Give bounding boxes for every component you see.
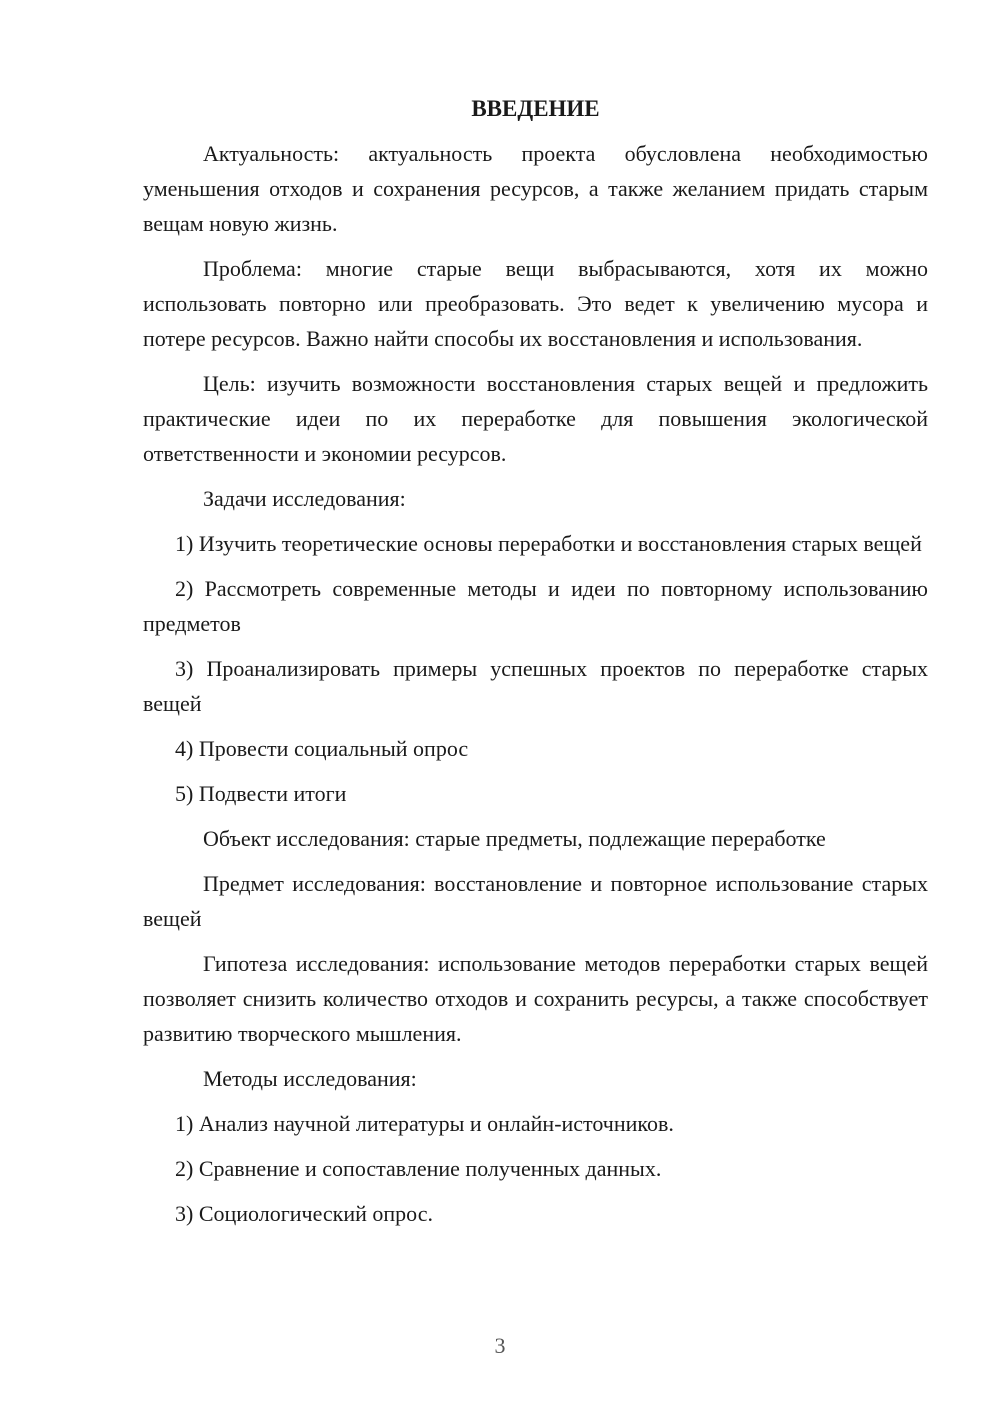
task-item-4: 4) Провести социальный опрос bbox=[175, 736, 469, 761]
page-number: 3 bbox=[494, 1333, 506, 1358]
methods-heading: Методы исследования: bbox=[203, 1066, 417, 1091]
hypothesis-paragraph: Гипотеза исследования: использование методов переработки старых вещей позволяет снизить количество отходов и сохранить ресурсы, а также способствует развитию творческого мышления. bbox=[143, 951, 928, 1046]
task-item-5: 5) Подвести итоги bbox=[175, 781, 347, 806]
goal-paragraph: Цель: изучить возможности восстановления старых вещей и предложить практические идеи по их переработке для повышения экологической ответственности и экономии ресурсов. bbox=[143, 371, 928, 466]
task-item-3: 3) Проанализировать примеры успешных проектов по переработке старых вещей bbox=[143, 656, 928, 716]
relevance-paragraph: Актуальность: актуальность проекта обусловлена необходимостью уменьшения отходов и сохранения ресурсов, а также желанием придать старым вещам новую жизнь. bbox=[143, 141, 928, 236]
method-item-2: 2) Сравнение и сопоставление полученных данных. bbox=[175, 1156, 662, 1181]
tasks-heading: Задачи исследования: bbox=[203, 486, 406, 511]
subject-paragraph: Предмет исследования: восстановление и повторное использование старых вещей bbox=[143, 871, 928, 931]
problem-paragraph: Проблема: многие старые вещи выбрасываются, хотя их можно использовать повторно или преобразовать. Это ведет к увеличению мусора и потере ресурсов. Важно найти способы их восстановления и использования. bbox=[143, 256, 928, 351]
task-item-2: 2) Рассмотреть современные методы и идеи по повторному использованию предметов bbox=[143, 576, 928, 636]
section-title: ВВЕДЕНИЕ bbox=[471, 96, 600, 121]
method-item-3: 3) Социологический опрос. bbox=[175, 1201, 433, 1226]
object-paragraph: Объект исследования: старые предметы, подлежащие переработке bbox=[203, 826, 826, 851]
document-page bbox=[143, 94, 928, 1241]
method-item-1: 1) Анализ научной литературы и онлайн-источников. bbox=[175, 1111, 674, 1136]
task-item-1: 1) Изучить теоретические основы переработки и восстановления старых вещей bbox=[175, 531, 922, 556]
